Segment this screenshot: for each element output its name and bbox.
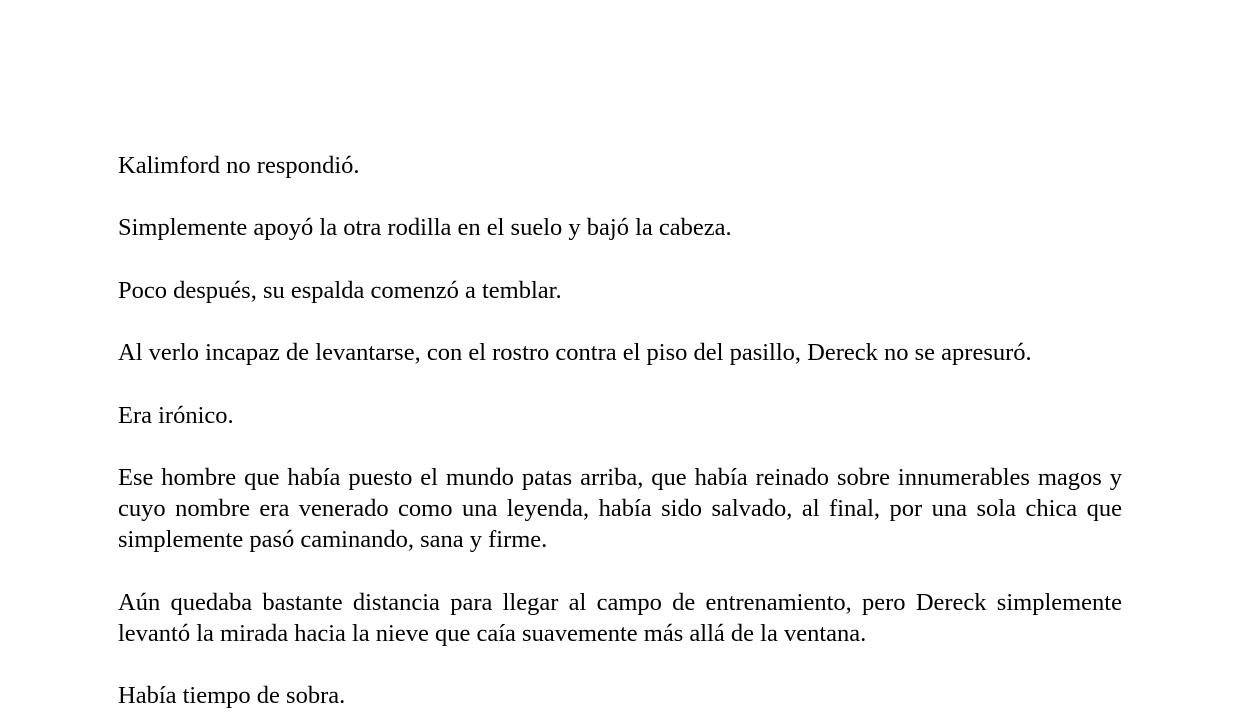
paragraph: Poco después, su espalda comenzó a temblar. — [118, 276, 562, 304]
paragraph: Ese hombre que había puesto el mundo patas arriba, que había reinado sobre innumerables magos y cuyo nombre era venerado como una leyenda, había sido salvado, al final, por una sola chica que simplemente pasó caminando, sana y firme. — [118, 463, 1122, 554]
paragraph: Al verlo incapaz de levantarse, con el rostro contra el piso del pasillo, Dereck no se apresuró. — [118, 339, 1032, 367]
paragraph: Kalimford no respondió. — [118, 152, 360, 179]
paragraph: Había tiempo de sobra. — [118, 682, 346, 710]
paragraph: Aún quedaba bastante distancia para llegar al campo de entrenamiento, pero Dereck simplemente levantó la mirada hacia la nieve que caía suavemente más allá de la ventana. — [118, 588, 1122, 647]
document-body — [118, 150, 1122, 712]
paragraph: Simplemente apoyó la otra rodilla en el suelo y bajó la cabeza. — [118, 214, 732, 242]
paragraph: Era irónico. — [118, 401, 234, 429]
